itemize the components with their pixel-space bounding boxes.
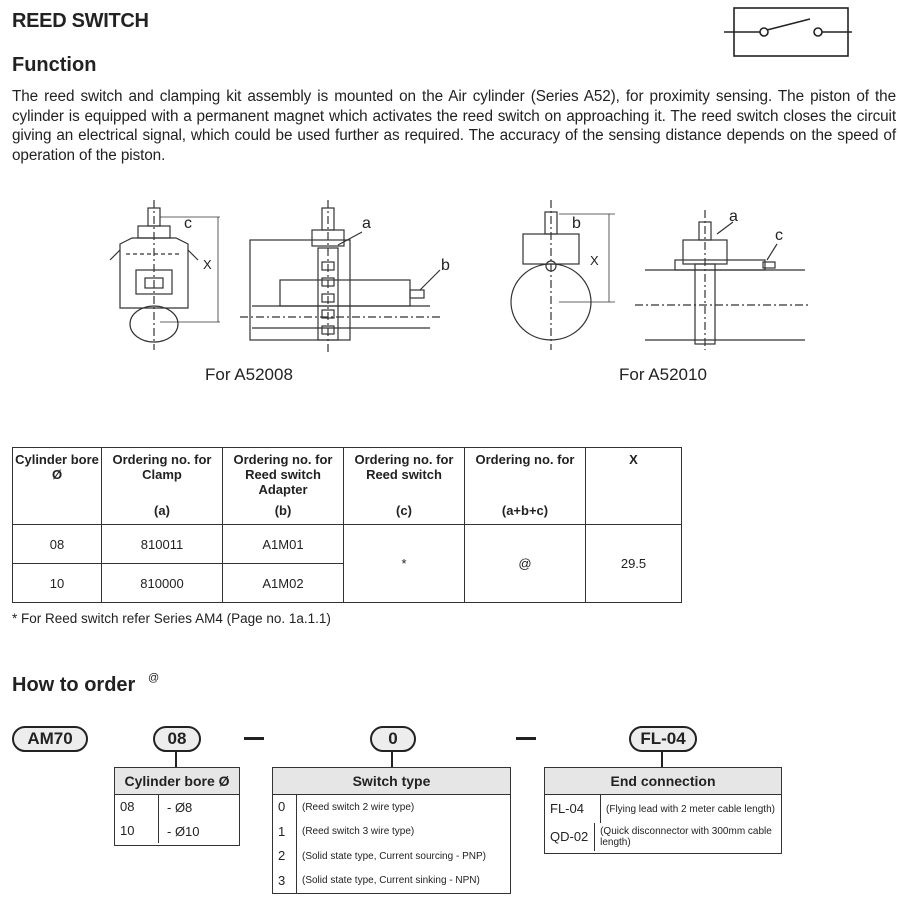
code-bore-pill: 08 (153, 726, 201, 752)
header-combined: Ordering no. for (a+b+c) (465, 448, 586, 525)
function-heading: Function (12, 54, 97, 76)
end-connection-box (544, 767, 782, 854)
separator-dash (516, 737, 536, 740)
code-switch-pill: 0 (370, 726, 416, 752)
bore-code: 10 (115, 819, 159, 843)
switch-type-box (272, 767, 511, 894)
cell-adapter: A1M01 (223, 525, 344, 564)
label-x-right: X (590, 253, 599, 268)
switch-code: 0 (273, 795, 297, 820)
table-row (13, 525, 682, 564)
label-c-right: c (775, 227, 783, 244)
switch-code: 2 (273, 844, 297, 869)
table-footnote: * For Reed switch refer Series AM4 (Page no. 1a.1.1) (12, 611, 331, 626)
header-x: X (586, 448, 682, 525)
header-clamp: Ordering no. for Clamp (a) (102, 448, 223, 525)
bore-box-title: Cylinder bore Ø (115, 768, 239, 795)
cell-x: 29.5 (586, 525, 682, 603)
cell-bore: 10 (13, 564, 102, 603)
how-to-order-mark: @ (148, 672, 160, 684)
bore-option-box (114, 767, 240, 846)
switch-code: 1 (273, 820, 297, 845)
cell-clamp: 810011 (102, 525, 223, 564)
label-x-left: X (203, 257, 212, 272)
switch-code: 3 (273, 869, 297, 894)
switch-desc: (Solid state type, Current sourcing - PNP) (302, 850, 486, 862)
caption-a52008: For A52008 (205, 365, 293, 384)
code-end-pill: FL-04 (629, 726, 697, 752)
label-b-right: b (572, 215, 581, 232)
separator-dash (244, 737, 264, 740)
end-code: QD-02 (545, 823, 595, 851)
end-desc: (Flying lead with 2 meter cable length) (606, 803, 775, 815)
switch-desc: (Reed switch 2 wire type) (302, 801, 415, 813)
function-text: The reed switch and clamping kit assembly is mounted on the Air cylinder (Series A52), for proximity sensing. The piston of the cylinder is equipped with a permanent magnet which activates the reed switch on approaching it. The reed switch closes the circuit giving an electrical signal, which could be used further as required. The accuracy of the sensing distance depends on the speed of operation of the piston. (12, 88, 896, 164)
ordering-table (12, 447, 682, 603)
end-code: FL-04 (545, 795, 601, 823)
cell-combined: @ (465, 525, 586, 603)
a52010-drawing (505, 200, 815, 360)
cell-clamp: 810000 (102, 564, 223, 603)
switch-desc: (Solid state type, Current sinking - NPN) (302, 875, 480, 887)
switch-box-title: Switch type (273, 768, 510, 795)
label-a-right: a (729, 208, 738, 225)
page-title: REED SWITCH (12, 10, 149, 32)
switch-desc: (Reed switch 3 wire type) (302, 826, 415, 838)
header-bore: Cylinder bore Ø (13, 448, 102, 525)
code-model-pill: AM70 (12, 726, 88, 752)
end-desc: (Quick disconnector with 300mm cable length) (600, 826, 772, 848)
cell-reed: * (344, 525, 465, 603)
end-box-title: End connection (545, 768, 781, 795)
header-adapter: Ordering no. for Reed switch Adapter (b) (223, 448, 344, 525)
cell-adapter: A1M02 (223, 564, 344, 603)
header-reed: Ordering no. for Reed switch (c) (344, 448, 465, 525)
bore-desc: - Ø10 (167, 823, 200, 839)
bore-desc: - Ø8 (167, 799, 193, 815)
connector-line (175, 752, 177, 768)
reed-switch-symbol-icon (722, 6, 854, 60)
a52008-drawing (100, 200, 460, 360)
label-a-left: a (362, 215, 371, 232)
bore-code: 08 (115, 795, 159, 819)
how-to-order-heading: How to order (12, 674, 136, 696)
connector-line (661, 752, 663, 768)
caption-a52010: For A52010 (619, 365, 707, 384)
connector-line (391, 752, 393, 768)
label-c-left: c (184, 215, 192, 232)
cell-bore: 08 (13, 525, 102, 564)
label-b-left: b (441, 257, 450, 274)
